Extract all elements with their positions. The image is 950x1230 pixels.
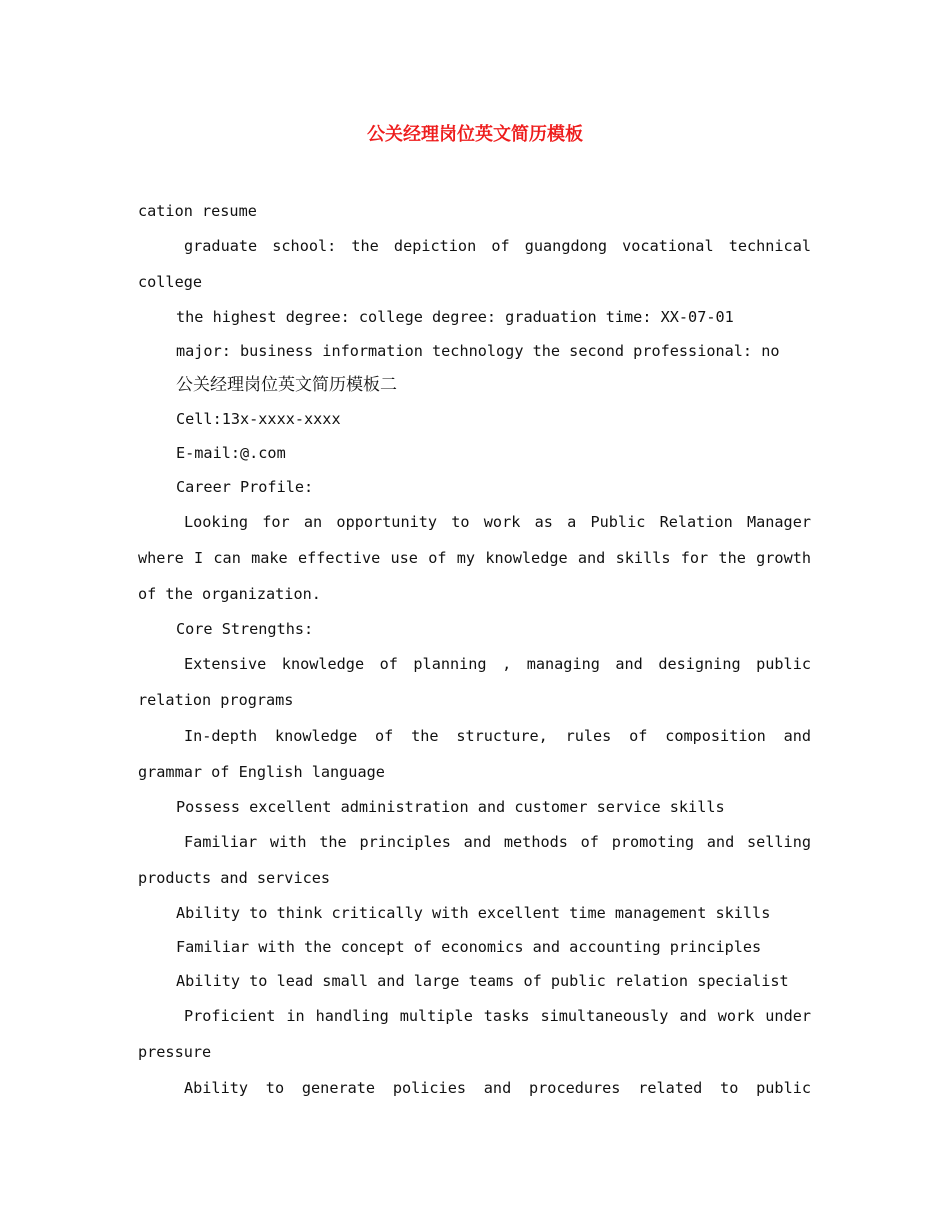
paragraph-strength-economics: Familiar with the concept of economics and accounting principles <box>176 938 762 956</box>
document-body <box>138 194 811 1106</box>
paragraph-graduate-school: graduate school: the depiction of guangdong vocational technical college <box>138 237 811 291</box>
paragraph-core-strengths-heading: Core Strengths: <box>176 620 314 638</box>
paragraph-strength-administration: Possess excellent administration and customer service skills <box>176 798 725 816</box>
paragraph-major: major: business information technology the second professional: no <box>176 342 780 360</box>
paragraph-strength-multitasking: Proficient in handling multiple tasks simultaneously and work under pressure <box>138 1007 811 1061</box>
paragraph-strength-policies: Ability to generate policies and procedures related to public <box>184 1079 811 1097</box>
paragraph-strength-leadership: Ability to lead small and large teams of public relation specialist <box>176 972 789 990</box>
paragraph-career-profile: Looking for an opportunity to work as a Public Relation Manager where I can make effective use of my knowledge and skills for the growth of the organization. <box>138 513 811 603</box>
paragraph-strength-english: In-depth knowledge of the structure, rules of composition and grammar of English language <box>138 727 811 781</box>
paragraph-strength-planning: Extensive knowledge of planning , managing and designing public relation programs <box>138 655 811 709</box>
paragraph-cation-resume: cation resume <box>138 202 257 220</box>
paragraph-career-profile-heading: Career Profile: <box>176 478 314 496</box>
paragraph-highest-degree: the highest degree: college degree: graduation time: XX-07-01 <box>176 308 734 326</box>
paragraph-cell: Cell:13x-xxxx-xxxx <box>176 410 341 428</box>
paragraph-strength-critical-thinking: Ability to think critically with excellent time management skills <box>176 904 771 922</box>
document-title: 公关经理岗位英文简历模板 <box>367 124 583 145</box>
paragraph-template-two-heading: 公关经理岗位英文简历模板二 <box>176 375 397 395</box>
paragraph-strength-promoting: Familiar with the principles and methods of promoting and selling products and services <box>138 833 811 887</box>
paragraph-email: E-mail:@.com <box>176 444 286 462</box>
